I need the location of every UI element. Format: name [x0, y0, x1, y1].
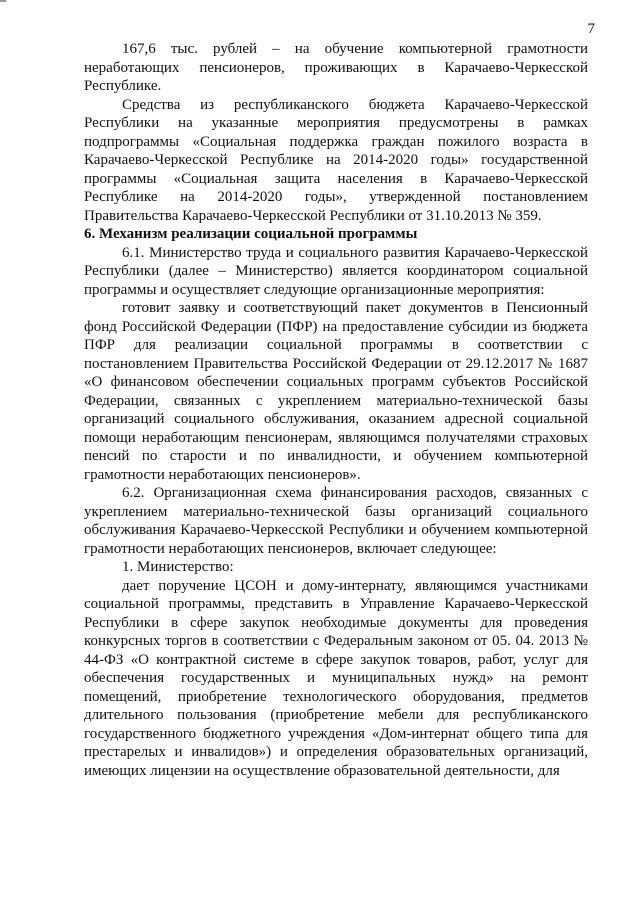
section-heading: 6. Механизм реализации социальной программы — [84, 226, 418, 242]
paragraph-ministry-item: 1. Министерство: — [122, 559, 234, 575]
paragraph-funding-amount: 167,6 тыс. рублей – на обучение компьютерной грамотности неработающих пенсионеров, проживающих в Карачаево-Черкесской Республике. — [84, 41, 588, 94]
document-body — [84, 40, 588, 780]
paragraph-budget-sources: Средства из республиканского бюджета Карачаево-Черкесской Республики на указанные мероприятия предусмотрены в рамках подпрограммы «Социальная поддержка граждан пожилого возраста в Карачаево-Черкесской Республике на 2014-2020 годы» государственной программы «Социальная защита населения в Карачаево-Черкесской Республике на 2014-2020 годы», утвержденной постановлением Правительства Карачаево-Черкесской Республики от 31.10.2013 № 359. — [84, 96, 588, 224]
paragraph-6-1: 6.1. Министерство труда и социального развития Карачаево-Черкесской Республики (далее – Министерство) является координатором социальной программы и осуществляет следующие организационные мероприятия: — [84, 244, 588, 298]
page-number: 7 — [587, 21, 595, 37]
paragraph-6-2: 6.2. Организационная схема финансирования расходов, связанных с укреплением материально-технической базы организаций социального обслуживания Карачаево-Черкесской Республики и обучением компьютерной грамотности неработающих пенсионеров, включает следующее: — [84, 485, 588, 557]
scan-corner-mark — [0, 0, 6, 2]
paragraph-instructions: дает поручение ЦСОН и дому-интернату, являющимся участниками социальной программы, представить в Управление Карачаево-Черкесской Республики в сфере закупок необходимые документы для проведения конкурсных торгов в соответствии с Федеральным законом от 05. 04. 2013 № 44-ФЗ «О контрактной системе в сфере закупок товаров, работ, услуг для обеспечения государственных и муниципальных нужд» на ремонт помещений, приобретение технологического оборудования, предметов длительного пользования (приобретение мебели для республиканского государственного бюджетного учреждения «Дом-интернат общего типа для престарелых и инвалидов») и определения образовательных организаций, имеющих лицензии на осуществление образовательной деятельности, для — [84, 577, 588, 779]
paragraph-application: готовит заявку и соответствующий пакет документов в Пенсионный фонд Российской Федерации (ПФР) на предоставление субсидии из бюджета ПФР для реализации социальной программы в соответствии с постановлением Правительства Российской Федерации от 29.12.2017 № 1687 «О финансовом обеспечении социальных программ субъектов Российской Федерации, связанных с укреплением материально-технической базы организаций социального обслуживания, оказанием адресной социальной помощи неработающим пенсионерам, являющимся получателями страховых пенсий по старости и по инвалидности, и обучением компьютерной грамотности неработающих пенсионеров». — [84, 300, 588, 483]
